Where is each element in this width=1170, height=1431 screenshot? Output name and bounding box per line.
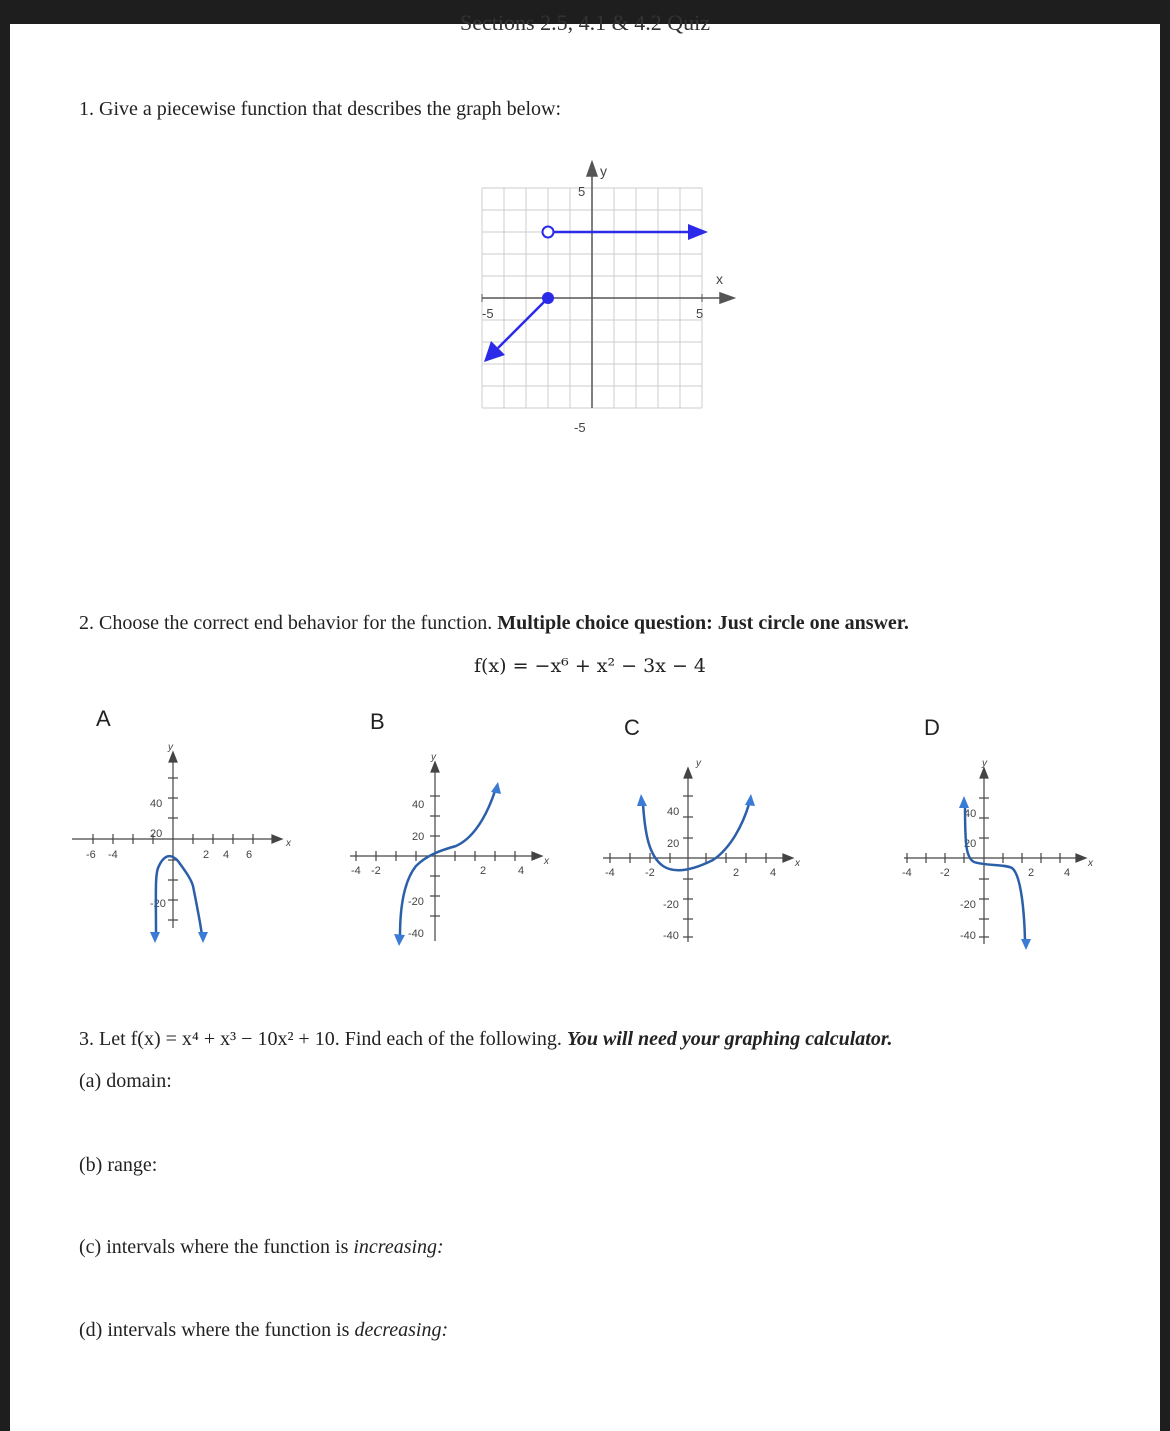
graph-c-y-label: y (696, 758, 701, 769)
option-b-graph[interactable] (338, 736, 568, 946)
graph-c-arrow-left (637, 794, 647, 806)
graph-a-arrow-left (150, 932, 160, 943)
graph-a-x-tick: -4 (108, 849, 118, 861)
y-tick-top: 5 (578, 184, 586, 199)
question-1-prompt: 1. Give a piecewise function that describes the graph below: (79, 98, 562, 120)
graph-b-curve (400, 791, 495, 936)
part-c-text: (c) intervals where the function is (79, 1236, 349, 1258)
graph-d-y-label: y (982, 758, 987, 769)
part-d-italic: decreasing: (354, 1319, 449, 1341)
open-circle (543, 227, 554, 238)
graph-d-x-tick: 2 (1028, 867, 1035, 879)
part-c-increasing (79, 1236, 444, 1259)
graph-d-y-tick: -20 (960, 899, 976, 911)
graph-a-y-tick: 20 (150, 828, 163, 840)
part-b-range: (b) range: (79, 1154, 158, 1176)
piecewise-graph (472, 160, 742, 435)
graph-d-curve (965, 806, 1025, 940)
graph-c-y-tick: -40 (663, 930, 679, 942)
graph-b-y-tick: 40 (412, 799, 425, 811)
part-a-domain: (a) domain: (79, 1070, 172, 1092)
part-d-decreasing (79, 1319, 448, 1342)
question-2-text: 2. Choose the correct end behavior for the function. (79, 612, 493, 634)
graph-c-x-label: x (795, 858, 800, 869)
graph-c-x-tick: 2 (733, 867, 740, 879)
graph-b-x-tick: 2 (480, 865, 487, 877)
question-2-prompt (79, 612, 909, 635)
graph-c-x-tick: 4 (770, 867, 777, 879)
graph-c-y-tick: 40 (667, 806, 680, 818)
lower-ray (484, 292, 554, 362)
x-tick-right: 5 (696, 306, 704, 321)
graph-b-y-tick: 20 (412, 831, 425, 843)
graph-d-arrow-down (1021, 939, 1031, 950)
graph-c-axes (603, 768, 793, 942)
closed-circle (542, 292, 554, 304)
graph-b-y-tick: -20 (408, 896, 424, 908)
question-3-note: You will need your graphing calculator. (566, 1028, 893, 1050)
quiz-page (10, 10, 1160, 1431)
option-a-label[interactable]: A (96, 706, 111, 731)
graph-a-x-label: x (286, 838, 291, 849)
y-axis-label: y (600, 163, 607, 179)
graph-d-y-tick: 20 (964, 838, 977, 850)
graph-b-x-tick: -2 (371, 865, 381, 877)
graph-d-x-label: x (1088, 858, 1093, 869)
option-c-label[interactable]: C (624, 715, 640, 740)
graph-b-y-label: y (431, 752, 436, 763)
graph-d-x-tick: -4 (902, 867, 912, 879)
x-tick-left: -5 (482, 306, 494, 321)
question-2-instruction: Multiple choice question: Just circle one answer. (497, 612, 909, 634)
graph-a-x-tick: 6 (246, 849, 253, 861)
option-d-label[interactable]: D (924, 715, 940, 740)
graph-c-curve (643, 804, 749, 870)
page-title: Sections 2.5, 4.1 & 4.2 Quiz (460, 10, 710, 35)
graph-b-x-tick: 4 (518, 865, 525, 877)
y-tick-bottom: -5 (574, 420, 586, 435)
graph-b-axes (350, 762, 542, 941)
graph-a-curve (156, 856, 202, 936)
graph-d-y-tick: -40 (960, 930, 976, 942)
graph-d-axes (904, 768, 1086, 944)
graph-a-x-tick: -6 (86, 849, 96, 861)
upper-ray (543, 224, 709, 240)
graph-axes (482, 162, 734, 408)
graph-a-y-tick: 40 (150, 798, 163, 810)
graph-c-arrow-right (745, 794, 755, 806)
graph-d-x-tick: -2 (940, 867, 950, 879)
graph-a-y-label: y (168, 742, 173, 753)
option-b-label[interactable]: B (370, 709, 385, 734)
graph-b-arrow-down (394, 934, 405, 946)
graph-b-arrow-up (491, 782, 501, 794)
graph-c-x-tick: -2 (645, 867, 655, 879)
question-2-equation: f(x) = −x⁶ + x² − 3x − 4 (473, 655, 707, 677)
graph-b-x-label: x (544, 856, 549, 867)
question-3-prompt (79, 1028, 893, 1051)
graph-b-y-tick: -40 (408, 928, 424, 940)
option-c-graph[interactable] (593, 744, 823, 944)
part-c-italic: increasing: (353, 1236, 444, 1258)
option-a-graph[interactable] (60, 736, 300, 936)
graph-d-y-tick: 40 (964, 808, 977, 820)
graph-c-y-tick: 20 (667, 838, 680, 850)
graph-b-x-tick: -4 (351, 865, 361, 877)
graph-a-axes (72, 752, 282, 928)
option-d-graph[interactable] (894, 744, 1114, 944)
graph-a-arrow-right (198, 932, 208, 943)
graph-a-y-tick: -20 (150, 898, 166, 910)
question-3-text: 3. Let f(x) = x⁴ + x³ − 10x² + 10. Find each of the following. (79, 1028, 562, 1050)
part-d-text: (d) intervals where the function is (79, 1319, 350, 1341)
graph-a-x-tick: 2 (203, 849, 210, 861)
graph-a-x-tick: 4 (223, 849, 230, 861)
graph-d-x-tick: 4 (1064, 867, 1071, 879)
graph-d-arrow-up (959, 796, 969, 808)
graph-c-y-tick: -20 (663, 899, 679, 911)
graph-c-x-tick: -4 (605, 867, 615, 879)
x-axis-label: x (716, 271, 723, 287)
